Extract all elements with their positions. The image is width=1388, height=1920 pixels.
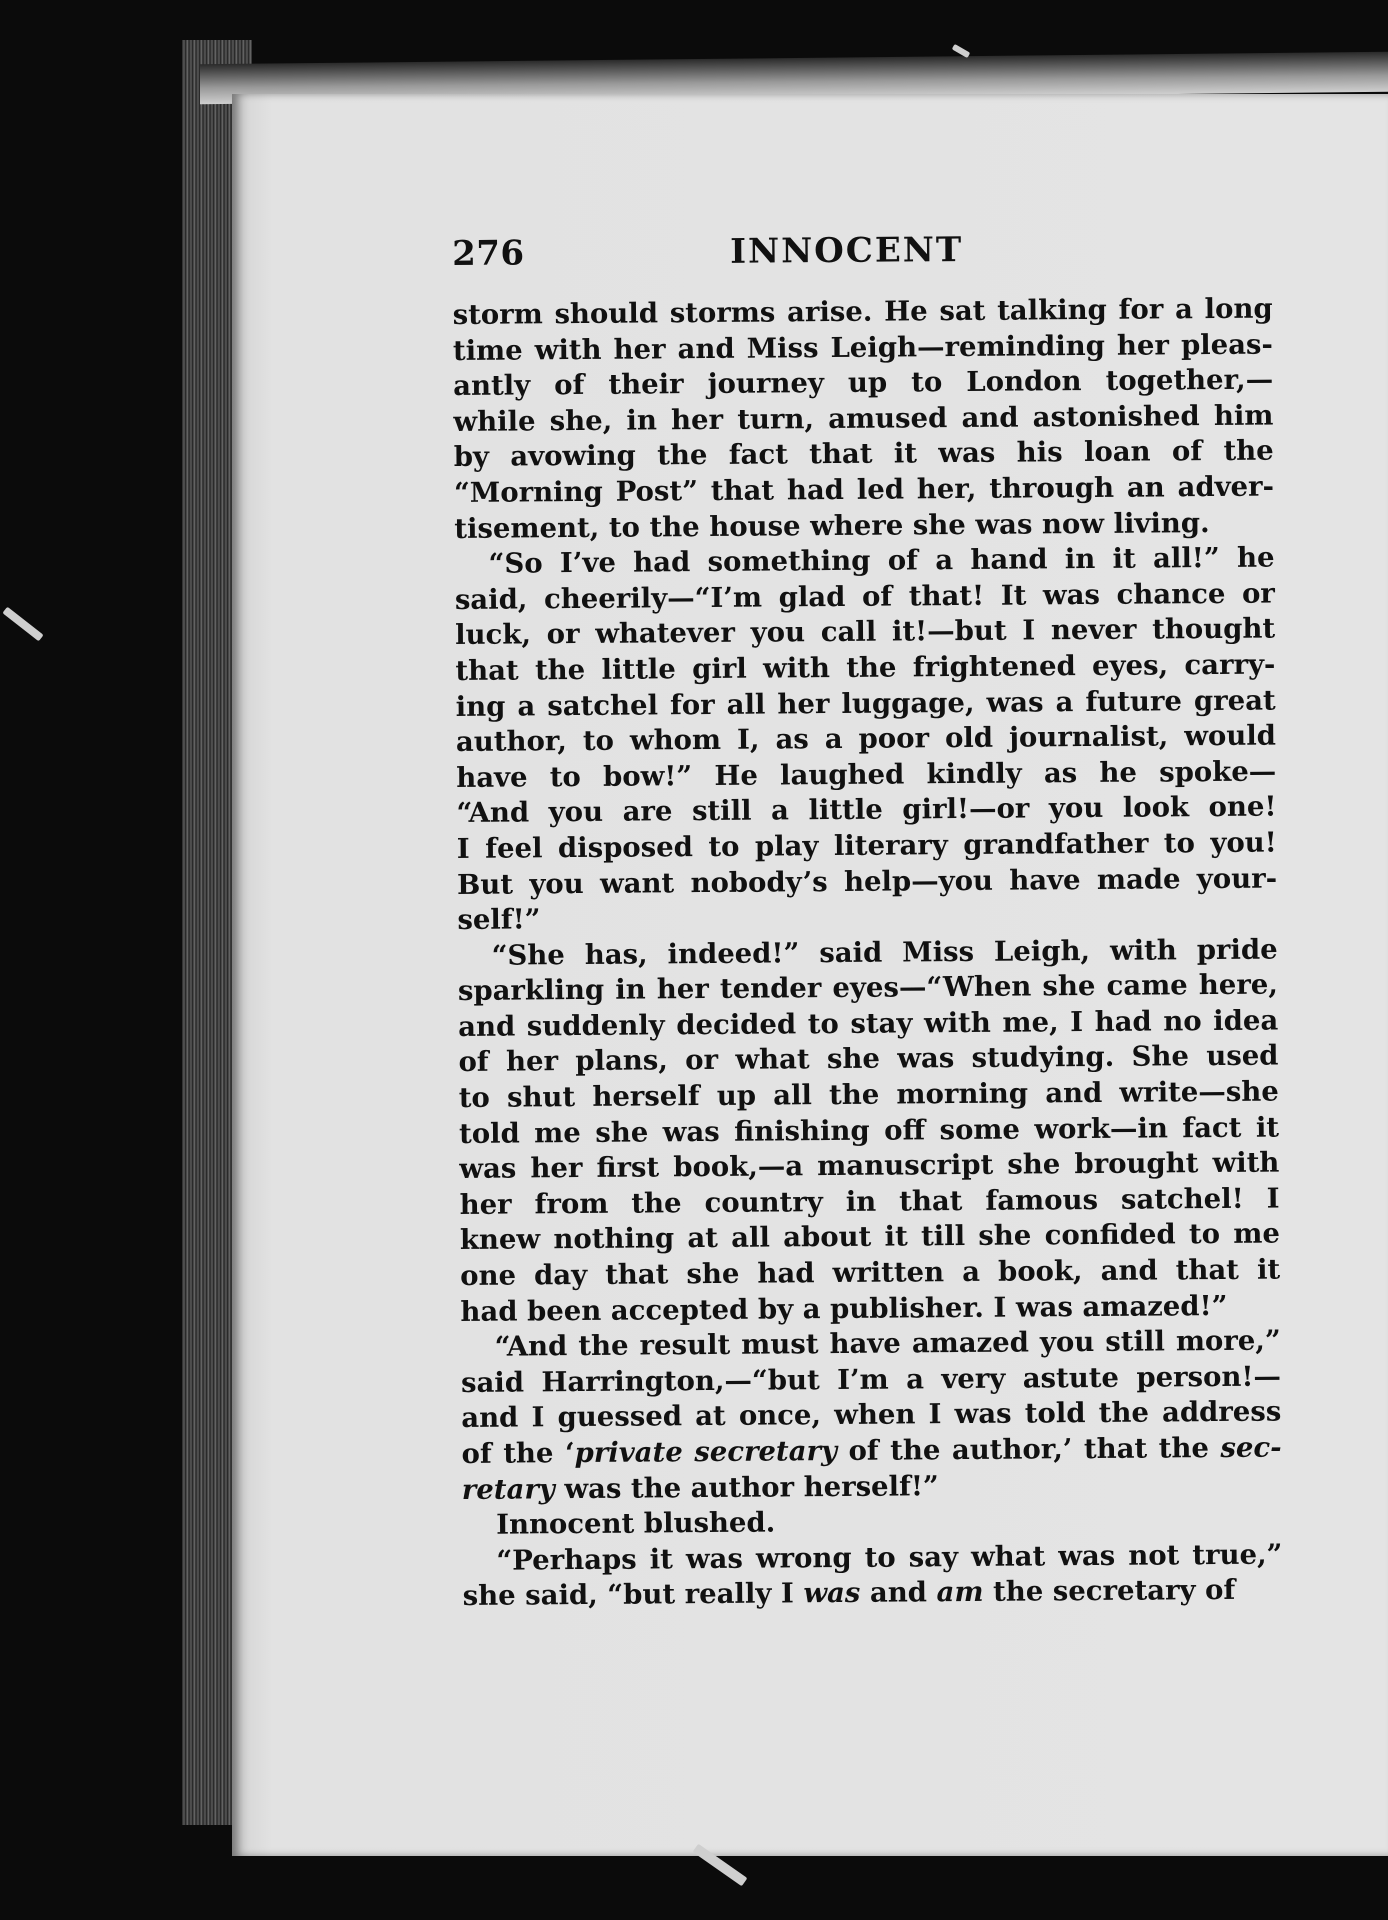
text-line: her from the country in that famous satchel! I [459, 1182, 1280, 1221]
text-line: tisement, to the house where she was now living. [454, 506, 1210, 545]
text-line [461, 1431, 1281, 1473]
text-line: ing a satchel for all her luggage, was a future great [455, 684, 1276, 723]
text-line: of her plans, or what she was studying. She used [458, 1040, 1279, 1079]
page-content [452, 228, 1283, 1615]
text-line: But you want nobody’s help—you have made your- [456, 862, 1278, 901]
text-line: while she, in her turn, amused and astonished him [453, 399, 1274, 438]
text-line: knew nothing at all about it till she confided to me [459, 1217, 1281, 1257]
text-line: “She has, indeed!” said Miss Leigh, with pride [491, 933, 1278, 972]
text-segment: the secretary of [983, 1574, 1236, 1609]
text-line: and suddenly decided to stay with me, I had no idea [458, 1004, 1279, 1043]
text-line: one day that she had written a book, and that it [460, 1253, 1281, 1292]
body-text [453, 292, 1283, 1615]
text-line: told me she was finishing off some work—in fact it [458, 1111, 1280, 1150]
text-line: antly of their journey up to London together,— [453, 363, 1274, 403]
text-segment: and [860, 1576, 937, 1610]
scan-speck [2, 607, 43, 642]
text-line: luck, or whatever you call it!—but I never thought [455, 612, 1276, 652]
text-line: to shut herself up all the morning and write—she [458, 1075, 1279, 1115]
italic-text: private secretary [574, 1435, 838, 1470]
text-line [463, 1573, 1283, 1615]
text-segment: of the author,’ that the [836, 1432, 1221, 1468]
text-segment: she said, “but really I [462, 1577, 804, 1613]
text-line: I feel disposed to play literary grandfather to you! [456, 826, 1277, 865]
text-line: have to bow!” He laughed kindly as he spoke— [456, 755, 1277, 794]
text-line: “So I’ve had something of a hand in it all!” he [488, 541, 1275, 580]
text-line: storm should storms arise. He sat talking for a long [452, 292, 1273, 331]
text-line: by avowing the fact that it was his loan of the [453, 434, 1274, 474]
text-line: “And you are still a little girl!—or you look one! [456, 790, 1277, 830]
text-line: said Harrington,—“but I’m a very astute person!— [460, 1360, 1282, 1399]
text-line: Innocent blushed. [496, 1506, 776, 1541]
italic-text: retary [461, 1472, 555, 1506]
text-line: author, to whom I, as a poor old journalist, would [455, 719, 1277, 759]
text-line: self!” [457, 903, 541, 937]
text-line: “Morning Post” that had led her, through an adver- [453, 470, 1275, 509]
text-line: and I guessed at once, when I was told the address [461, 1395, 1282, 1435]
italic-text: was [803, 1577, 861, 1610]
italic-text: sec- [1220, 1431, 1282, 1465]
text-line: time with her and Miss Leigh—reminding her pleas- [452, 328, 1274, 367]
text-line: sparkling in her tender eyes—“When she came here, [457, 968, 1279, 1008]
text-line: was her first book,—a manuscript she brought with [459, 1146, 1280, 1186]
book-page [232, 94, 1388, 1856]
text-line: that the little girl with the frightened eyes, carry- [455, 648, 1276, 687]
text-segment: was the author herself!” [554, 1469, 939, 1505]
text-line: said, cheerily—“I’m glad of that! It was chance or [454, 577, 1275, 616]
running-title: INNOCENT [729, 229, 964, 272]
text-line: “And the result must have amazed you still more,” [494, 1324, 1281, 1363]
italic-text: am [936, 1576, 984, 1609]
running-head [452, 228, 1272, 294]
page-number: 276 [452, 233, 525, 274]
text-line: “Perhaps it was wrong to say what was not true,” [496, 1538, 1283, 1577]
text-line: had been accepted by a publisher. I was amazed!” [460, 1289, 1228, 1328]
text-segment: of the ‘ [461, 1437, 575, 1470]
